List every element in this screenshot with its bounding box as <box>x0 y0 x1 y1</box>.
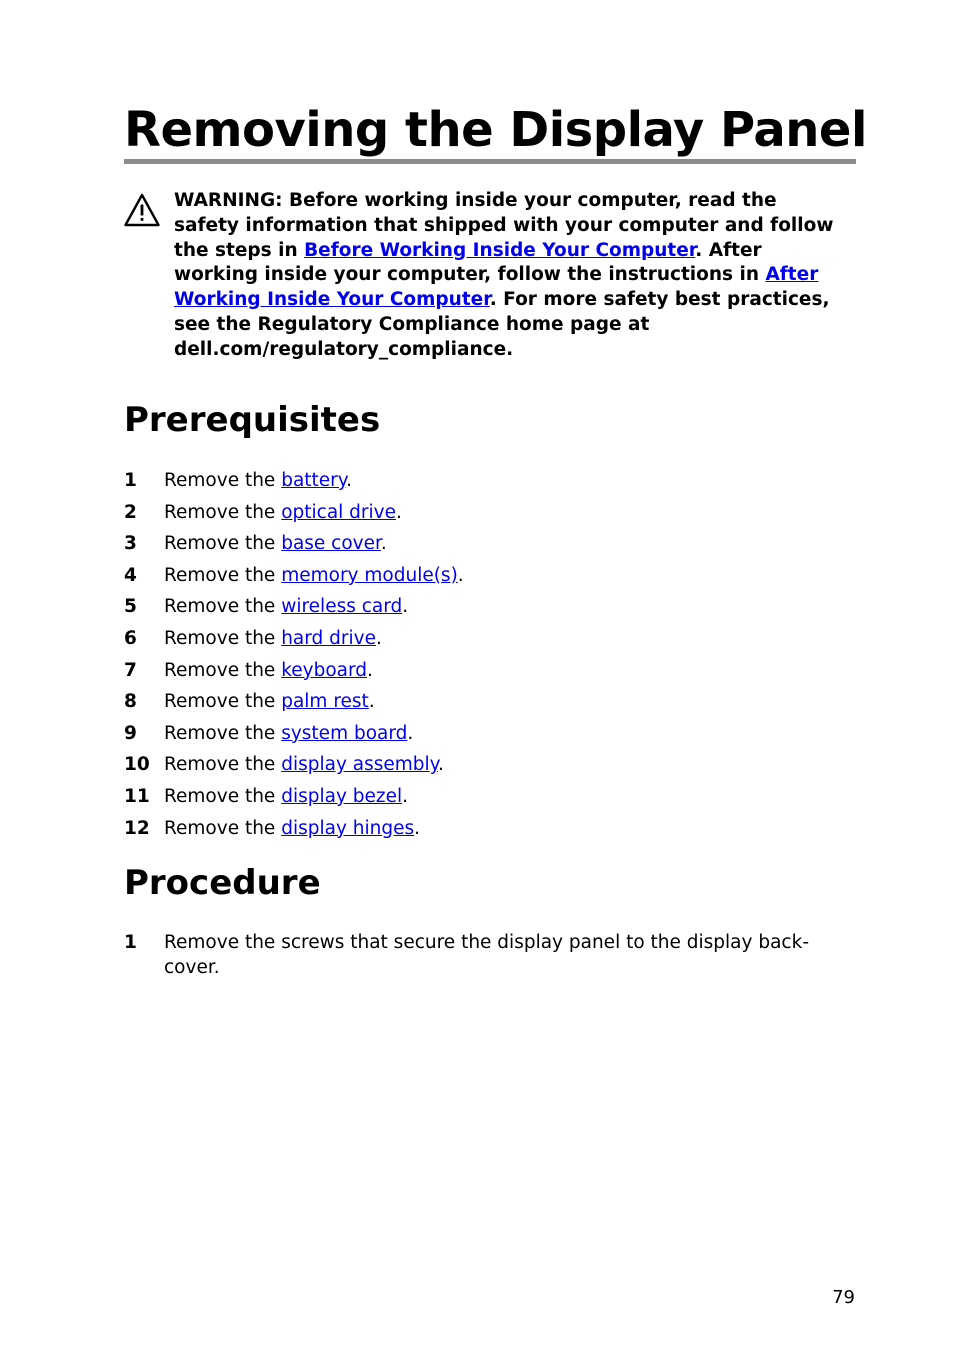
display-bezel-link[interactable]: display bezel <box>281 785 403 807</box>
base-cover-link[interactable]: base cover <box>281 533 381 555</box>
warning-note <box>174 189 844 363</box>
step-text <box>164 655 373 687</box>
step-number: 8 <box>124 691 137 713</box>
step-prefix: Remove the <box>164 785 282 807</box>
step-prefix: Remove the <box>164 691 282 713</box>
prerequisites-heading: Prerequisites <box>124 400 381 440</box>
step-number: 1 <box>124 932 137 953</box>
page-title: Removing the Display Panel <box>124 102 867 158</box>
step-text <box>164 686 375 718</box>
procedure-list <box>124 930 820 980</box>
step-suffix: . <box>396 501 402 523</box>
memory-modules-link[interactable]: memory module(s) <box>281 564 458 586</box>
step-text <box>164 813 420 845</box>
step-number: 12 <box>124 817 150 839</box>
step-suffix: . <box>346 470 352 491</box>
page-number: 79 <box>832 1287 855 1308</box>
display-assembly-link[interactable]: display assembly <box>281 754 438 776</box>
system-board-link[interactable]: system board <box>281 722 408 744</box>
step-prefix: Remove the <box>164 564 282 586</box>
step-number: 7 <box>124 659 137 681</box>
step-prefix: Remove the <box>164 533 282 555</box>
before-working-link[interactable]: Before Working Inside Your Computer <box>304 239 696 261</box>
step-suffix: . <box>367 659 373 681</box>
step-text: Remove the screws that secure the display panel to the display back-cover. <box>164 932 809 978</box>
step-prefix: Remove the <box>164 501 282 523</box>
step-number: 4 <box>124 564 137 586</box>
title-underline <box>124 159 856 164</box>
keyboard-link[interactable]: keyboard <box>281 659 368 681</box>
step-prefix: Remove the <box>164 627 282 649</box>
step-number: 3 <box>124 533 137 555</box>
step-text <box>164 591 408 623</box>
warning-text-part: . For more safety best practices, see the Regulatory Compliance home page at dell.com/regulatory_compliance. <box>174 289 830 360</box>
step-text <box>164 718 413 750</box>
optical-drive-link[interactable]: optical drive <box>281 501 397 523</box>
warning-text-part: WARNING: Before working inside your computer, read the safety information that shipped with your computer and follow the steps in <box>174 190 834 261</box>
step-prefix: Remove the <box>164 596 282 618</box>
step-text <box>164 497 402 529</box>
step-number: 2 <box>124 501 137 523</box>
step-text <box>164 528 387 560</box>
step-prefix: Remove the <box>164 754 282 776</box>
battery-link[interactable]: battery <box>281 470 347 491</box>
step-suffix: . <box>380 533 387 555</box>
step-suffix: . <box>414 817 421 839</box>
step-number: 1 <box>124 470 137 491</box>
list-item <box>124 930 820 980</box>
warning-triangle-icon <box>123 192 161 228</box>
wireless-card-link[interactable]: wireless card <box>281 596 403 618</box>
display-hinges-link[interactable]: display hinges <box>281 817 415 839</box>
step-suffix: . <box>376 627 382 649</box>
step-suffix: . <box>402 785 409 807</box>
step-number: 10 <box>124 754 150 776</box>
step-prefix: Remove the <box>164 659 282 681</box>
step-number: 11 <box>124 785 150 807</box>
procedure-heading: Procedure <box>124 863 321 903</box>
step-prefix: Remove the <box>164 470 282 491</box>
step-suffix: . <box>368 691 375 713</box>
step-text <box>164 749 444 781</box>
step-text <box>164 781 408 813</box>
step-text <box>164 560 464 592</box>
step-text <box>164 623 382 655</box>
step-suffix: . <box>437 754 444 776</box>
palm-rest-link[interactable]: palm rest <box>281 691 369 713</box>
step-suffix: . <box>457 564 464 586</box>
step-prefix: Remove the <box>164 722 282 744</box>
hard-drive-link[interactable]: hard drive <box>281 627 376 649</box>
step-number: 6 <box>124 627 137 649</box>
step-number: 5 <box>124 596 137 618</box>
step-prefix: Remove the <box>164 817 282 839</box>
step-text <box>164 465 352 497</box>
step-suffix: . <box>407 722 414 744</box>
after-working-link[interactable]: After Working Inside Your Computer <box>174 264 819 311</box>
warning-text-part: . After working inside your computer, follow the instructions in <box>174 239 766 286</box>
step-number: 9 <box>124 722 137 744</box>
step-suffix: . <box>402 596 409 618</box>
